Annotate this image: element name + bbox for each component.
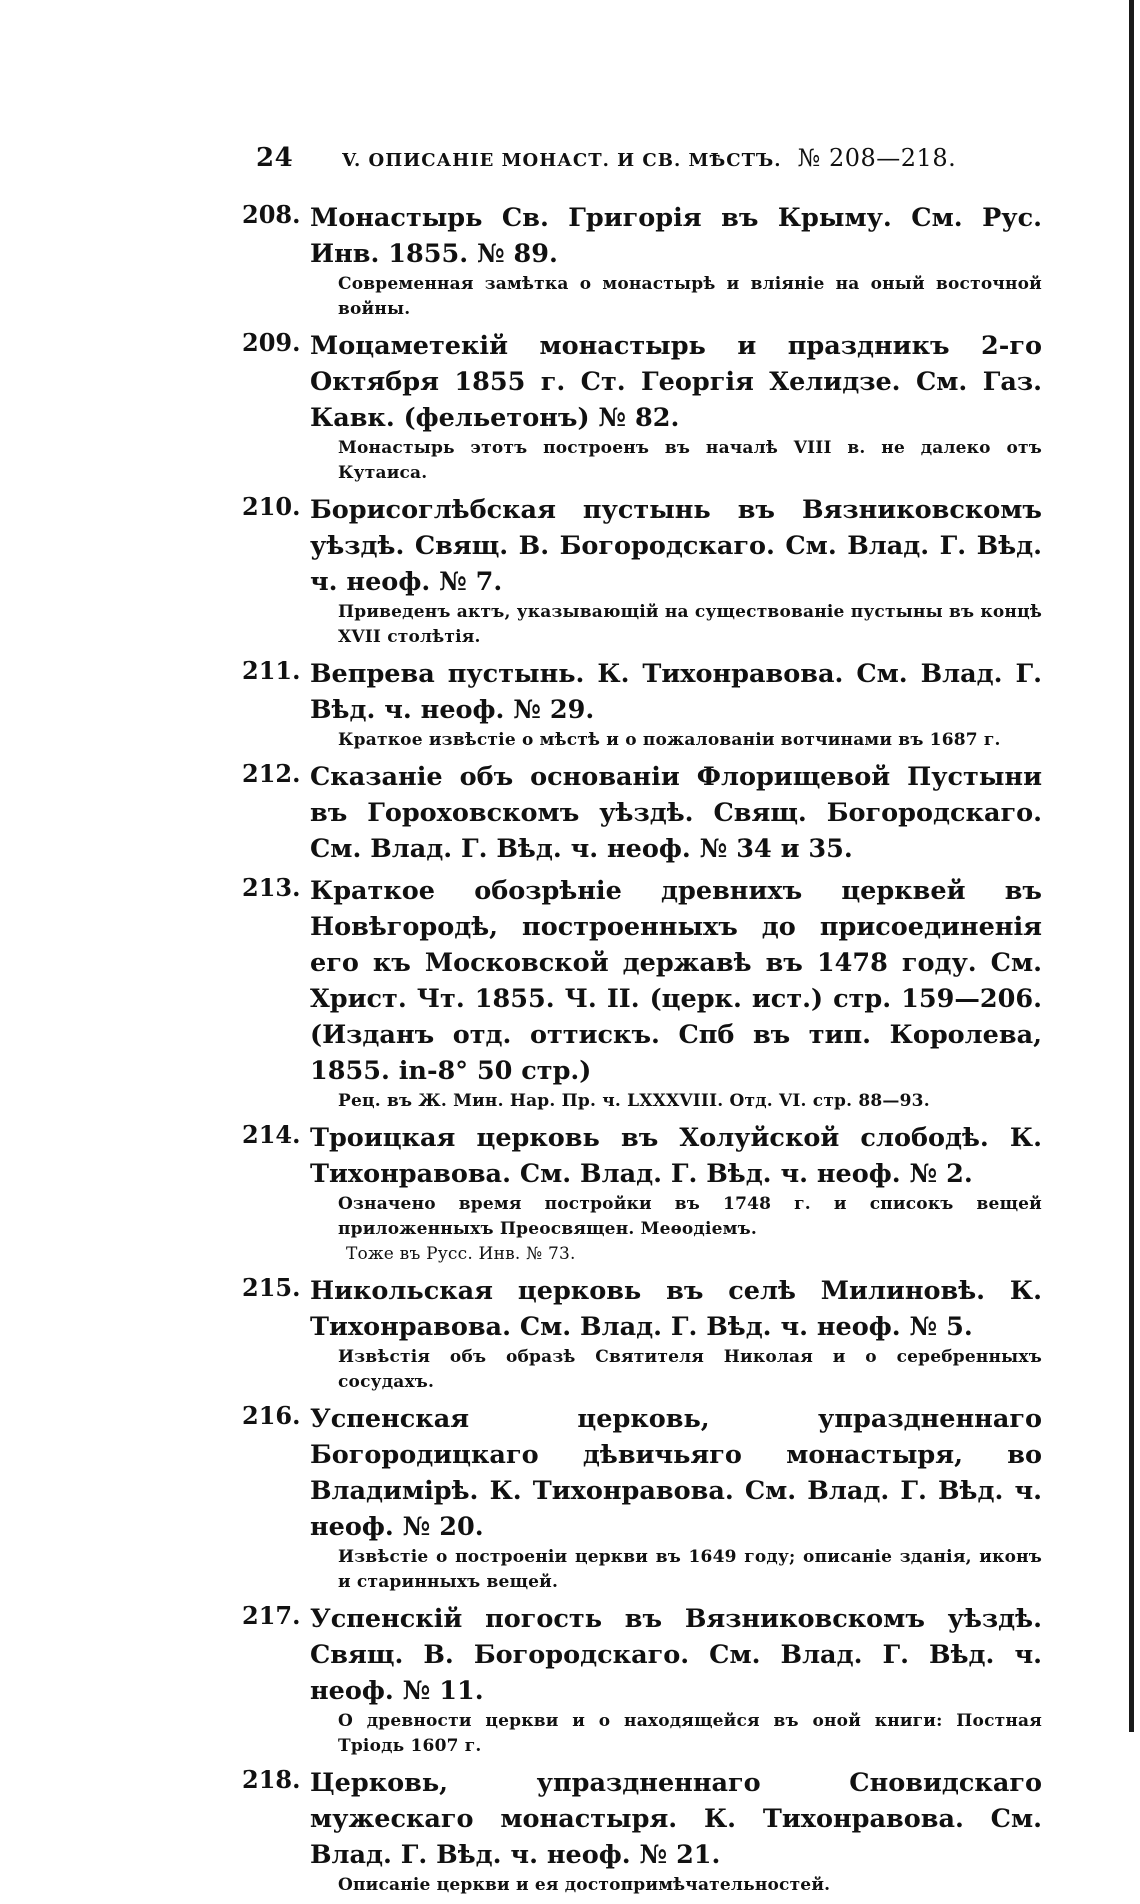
entry-text: Краткое обозрѣніе древнихъ церквей въ Новѣгородѣ, построенныхъ до присоединенія его къ Московской державѣ въ 1478 году. См. Христ. Чт. 1855. Ч. II. (церк. ист.) стр. 159—206. (Изданъ отд. оттискъ. Спб въ тип. Королева, 1855. in-8° 50 стр.) [310, 876, 1042, 1086]
entry-note: О древности церкви и о находящейся въ оной книги: Постная Тріодь 1607 г. [338, 1711, 1042, 1756]
entry-215 [242, 1273, 1042, 1395]
entry-number: 217. [242, 1601, 301, 1630]
entry-218 [242, 1765, 1042, 1898]
entry-208 [242, 200, 1042, 322]
entry-212 [242, 759, 1042, 867]
entry-list [242, 200, 1042, 1904]
header-range: № 208—218. [797, 144, 957, 172]
entry-number: 211. [242, 656, 301, 685]
entry-note: Краткое извѣстіе о мѣстѣ и о пожалованіи вотчинами въ 1687 г. [338, 730, 1001, 750]
entry-text: Церковь, упраздненнаго Сновидскаго мужескаго монастыря. К. Тихонравова. См. Влад. Г. Вѣд. ч. неоф. № 21. [310, 1768, 1042, 1870]
entry-216 [242, 1401, 1042, 1595]
entry-217 [242, 1601, 1042, 1759]
entry-number: 212. [242, 759, 301, 788]
entry-text: Вепрева пустынь. К. Тихонравова. См. Влад. Г. Вѣд. ч. неоф. № 29. [310, 659, 1042, 725]
entry-note: Рец. въ Ж. Мин. Нар. Пр. ч. LXXXVIII. Отд. VI. стр. 88—93. [338, 1091, 930, 1111]
entry-211 [242, 656, 1042, 753]
entry-note: Приведенъ актъ, указывающій на существованіе пустыны въ концѣ XVII столѣтія. [338, 602, 1042, 647]
entry-number: 210. [242, 492, 301, 521]
entry-text: Моцаметекій монастырь и праздникъ 2-го Октября 1855 г. Ст. Георгія Хелидзе. См. Газ. Кавк. (фельетонъ) № 82. [310, 331, 1042, 433]
header-title: V. ОПИСАНІЕ МОНАСТ. И СВ. МѢСТЪ. [342, 150, 782, 171]
entry-text: Успенскій погость въ Вязниковскомъ уѣздѣ. Свящ. В. Богородскаго. См. Влад. Г. Вѣд. ч. неоф. № 11. [310, 1604, 1042, 1706]
entry-number: 208. [242, 200, 301, 229]
entry-note: Монастырь этотъ построенъ въ началѣ VIII в. не далеко отъ Кутаиса. [338, 438, 1042, 483]
entry-note: Тоже въ Русс. Инв. № 73. [346, 1244, 576, 1264]
entry-213 [242, 873, 1042, 1114]
entry-number: 209. [242, 328, 301, 357]
entry-text: Борисоглѣбская пустынь въ Вязниковскомъ уѣздѣ. Свящ. В. Богородскаго. См. Влад. Г. Вѣд. ч. неоф. № 7. [310, 495, 1042, 597]
entry-text: Троицкая церковь въ Холуйской слободѣ. К. Тихонравова. См. Влад. Г. Вѣд. ч. неоф. № 2. [310, 1123, 1042, 1189]
entry-note: Извѣстія объ образѣ Святителя Николая и о серебренныхъ сосудахъ. [338, 1347, 1042, 1392]
entry-210 [242, 492, 1042, 650]
entry-209 [242, 328, 1042, 486]
running-header [256, 143, 1036, 173]
entry-text: Сказаніе объ основаніи Флорищевой Пустыни въ Гороховскомъ уѣздѣ. Свящ. Богородскаго. См. Влад. Г. Вѣд. ч. неоф. № 34 и 35. [310, 762, 1042, 864]
entry-number: 213. [242, 873, 301, 902]
entry-note: Означено время постройки въ 1748 г. и списокъ вещей приложенныхъ Преосвящен. Меѳодіемъ. [338, 1194, 1042, 1239]
entry-214 [242, 1120, 1042, 1267]
entry-text: Монастырь Св. Григорія въ Крыму. См. Рус. Инв. 1855. № 89. [310, 203, 1042, 269]
entry-text: Успенская церковь, упраздненнаго Богородицкаго дѣвичьяго монастыря, во Владимірѣ. К. Тихонравова. См. Влад. Г. Вѣд. ч. неоф. № 20. [310, 1404, 1042, 1542]
entry-number: 214. [242, 1120, 301, 1149]
entry-text: Никольская церковь въ селѣ Милиновѣ. К. Тихонравова. См. Влад. Г. Вѣд. ч. неоф. № 5. [310, 1276, 1042, 1342]
entry-number: 215. [242, 1273, 301, 1302]
entry-note: Современная замѣтка о монастырѣ и вліяніе на оный восточной войны. [338, 274, 1042, 319]
page-number: 24 [256, 143, 294, 173]
entry-number: 218. [242, 1765, 301, 1794]
entry-note: Описаніе церкви и ея достопримѣчательностей. [338, 1875, 831, 1895]
entry-number: 216. [242, 1401, 301, 1430]
entry-note: Извѣстіе о построеніи церкви въ 1649 году; описаніе зданія, иконъ и старинныхъ вещей. [338, 1547, 1042, 1592]
